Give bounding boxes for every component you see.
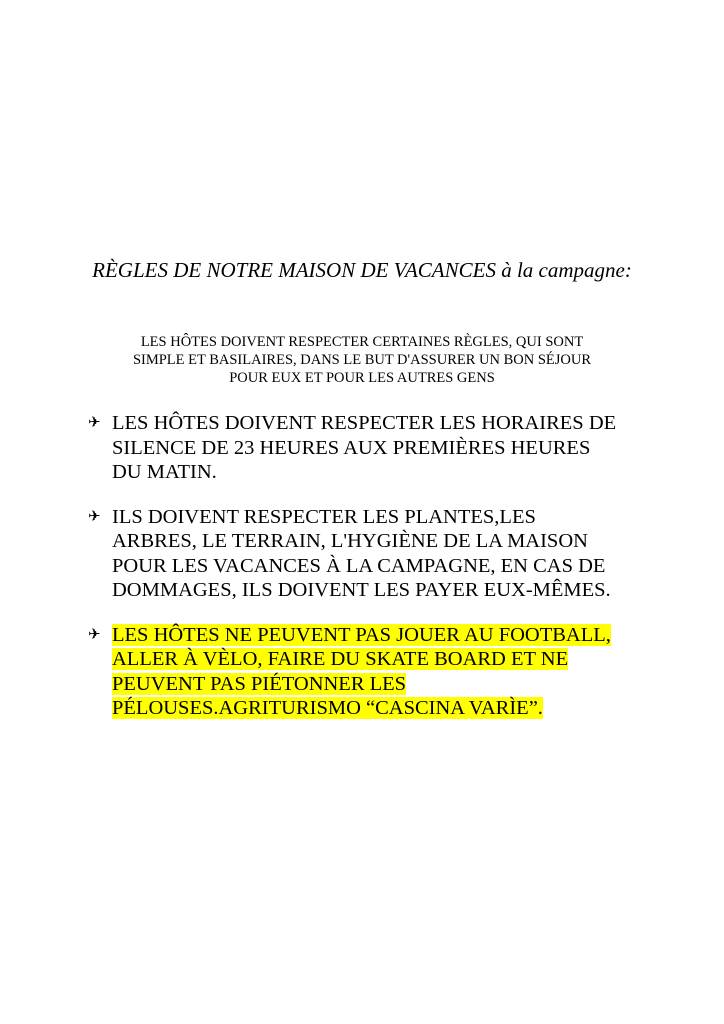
rule-line: LES HÔTES NE PEUVENT PAS JOUER AU FOOTBALL, bbox=[112, 623, 611, 646]
rule-item bbox=[88, 623, 668, 721]
intro-line: POUR EUX ET POUR LES AUTRES GENS bbox=[229, 370, 495, 386]
airplane-bullet-icon: ✈ bbox=[88, 415, 101, 431]
airplane-bullet-icon: ✈ bbox=[88, 508, 101, 525]
rule-line: ARBRES, LE TERRAIN, L'HYGIÈNE DE LA MAISON bbox=[112, 530, 588, 552]
rule-line: ILS DOIVENT RESPECTER LES PLANTES,LES bbox=[112, 505, 536, 528]
intro-line: LES HÔTES DOIVENT RESPECTER CERTAINES RÈGLES, QUI SONT bbox=[140, 334, 584, 350]
rule-line: PÉLOUSES.AGRITURISMO “CASCINA VARÌE”. bbox=[112, 697, 543, 719]
rule-text bbox=[112, 412, 616, 483]
highlighted-rule-text bbox=[112, 624, 611, 720]
airplane-bullet-icon: ✈ bbox=[88, 626, 101, 643]
rule-line: SILENCE DE 23 HEURES AUX PREMIÈRES HEURES bbox=[112, 436, 591, 459]
rule-line: LES HÔTES DOIVENT RESPECTER LES HORAIRES DE bbox=[112, 412, 617, 434]
rule-line: PEUVENT PAS PIÉTONNER LES bbox=[112, 672, 407, 695]
rule-item bbox=[88, 505, 668, 603]
intro-line: SIMPLE ET BASILAIRES, DANS LE BUT D'ASSURER UN BON SÉJOUR bbox=[132, 352, 592, 368]
rules-list bbox=[88, 411, 668, 741]
rule-text bbox=[112, 506, 611, 602]
rule-line: DOMMAGES, ILS DOIVENT LES PAYER EUX-MÊMES. bbox=[112, 579, 611, 601]
rule-item bbox=[88, 411, 668, 485]
rule-line: DU MATIN. bbox=[112, 461, 217, 483]
rule-line: POUR LES VACANCES À LA CAMPAGNE, EN CAS DE bbox=[112, 554, 606, 577]
document-title: RÈGLES DE NOTRE MAISON DE VACANCES à la campagne: bbox=[92, 258, 632, 282]
intro-paragraph bbox=[80, 333, 644, 387]
rule-line: ALLER À VÈLO, FAIRE DU SKATE BOARD ET NE bbox=[112, 648, 569, 670]
